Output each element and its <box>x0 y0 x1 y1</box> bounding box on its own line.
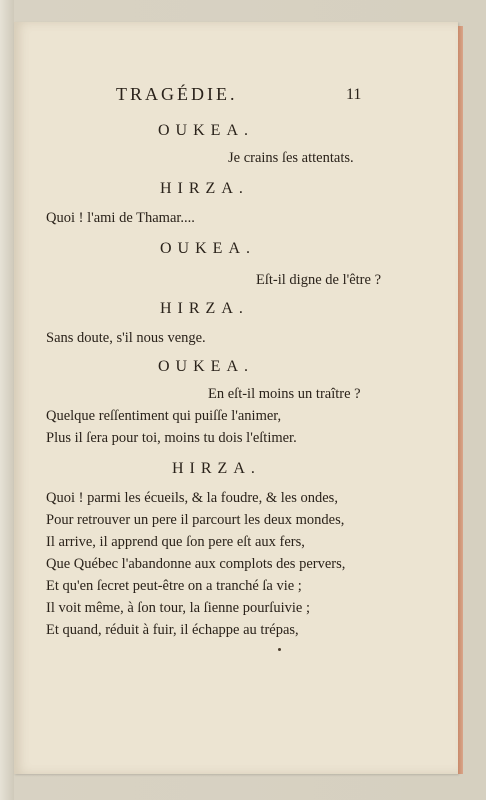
verse-line: En eſt-il moins un traître ? <box>208 386 361 402</box>
verse-line: Je crains ſes attentats. <box>228 150 354 166</box>
verse-line: Et quand, réduit à fuir, il échappe au trépas, <box>46 622 299 638</box>
ink-speck <box>278 648 281 651</box>
page-number: 11 <box>346 86 362 103</box>
verse-line: Et qu'en ſecret peut-être on a tranché ſa vie ; <box>46 578 302 594</box>
speaker-name: HIRZA. <box>172 460 261 477</box>
verse-line: Il arrive, il apprend que ſon pere eſt aux fers, <box>46 534 305 550</box>
verse-line: Plus il ſera pour toi, moins tu dois l'eſtimer. <box>46 430 297 446</box>
verse-line: Pour retrouver un pere il parcourt les deux mondes, <box>46 512 345 528</box>
verse-line: Il voit même, à ſon tour, la ſienne pourſuivie ; <box>46 600 310 616</box>
speaker-name: HIRZA. <box>160 300 249 317</box>
verse-line: Eſt-il digne de l'être ? <box>256 272 382 288</box>
verse-line: Quoi ! l'ami de Thamar.... <box>46 210 195 226</box>
speaker-name: OUKEA. <box>158 358 254 375</box>
verse-line: Que Québec l'abandonne aux complots des pervers, <box>46 556 346 572</box>
speaker-name: OUKEA. <box>158 122 254 139</box>
verse-line: Quelque reſſentiment qui puiſſe l'animer, <box>46 408 282 424</box>
speaker-name: HIRZA. <box>160 180 249 197</box>
running-header-title: TRAGÉDIE. <box>116 84 238 104</box>
verse-line: Quoi ! parmi les écueils, & la foudre, & les ondes, <box>46 490 338 506</box>
book-gutter <box>0 0 14 800</box>
speaker-name: OUKEA. <box>160 240 256 257</box>
verse-line: Sans doute, s'il nous venge. <box>46 330 206 346</box>
page-edge <box>458 26 463 774</box>
